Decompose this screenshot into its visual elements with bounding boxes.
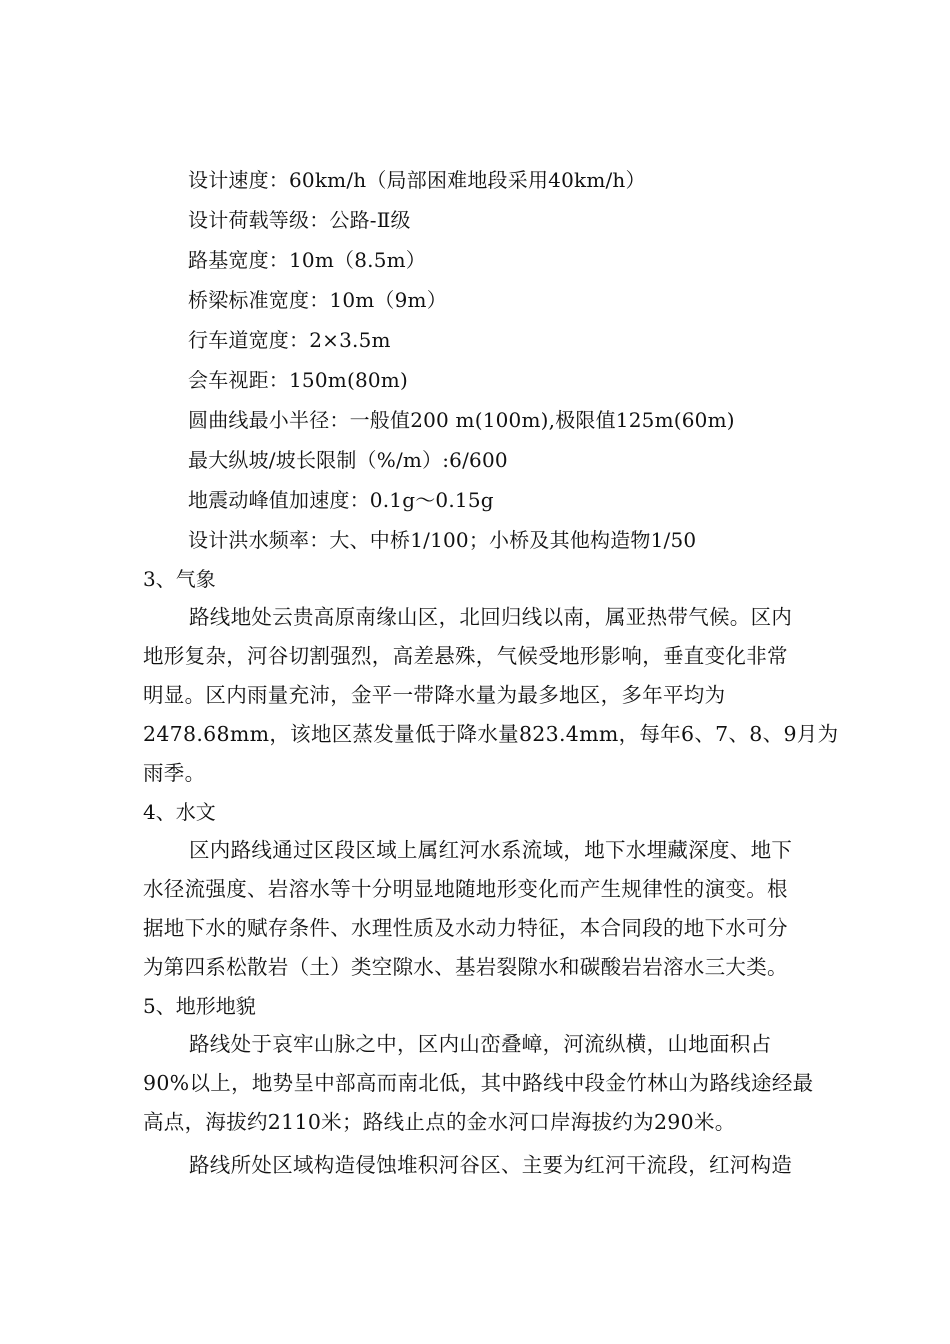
paragraph-line: 区内路线通过区段区域上属红河水系流域，地下水埋藏深度、地下	[189, 838, 793, 862]
section-heading-terrain: 5、地形地貌	[143, 994, 256, 1018]
spec-lane-width: 行车道宽度：2×3.5m	[188, 328, 391, 352]
paragraph-line: 90%以上，地势呈中部高而南北低，其中路线中段金竹林山为路线途经最	[143, 1071, 814, 1095]
paragraph-line: 2478.68mm，该地区蒸发量低于降水量823.4mm，每年6、7、8、9月为	[143, 722, 839, 746]
spec-seismic-acceleration: 地震动峰值加速度：0.1g～0.15g	[188, 488, 494, 512]
paragraph-line: 雨季。	[143, 761, 206, 785]
design-spec-list	[188, 160, 888, 560]
spec-subgrade-width: 路基宽度：10m（8.5m）	[188, 248, 426, 272]
paragraph-line: 据地下水的赋存条件、水理性质及水动力特征，本合同段的地下水可分	[143, 916, 788, 940]
paragraph-line: 路线所处区域构造侵蚀堆积河谷区、主要为红河干流段，红河构造	[189, 1153, 793, 1177]
spec-sight-distance: 会车视距：150m(80m)	[188, 368, 408, 392]
paragraph-line: 高点，海拔约2110米；路线止点的金水河口岸海拔约为290米。	[143, 1110, 736, 1134]
paragraph-line: 明显。区内雨量充沛，金平一带降水量为最多地区，多年平均为	[143, 683, 726, 707]
spec-curve-radius: 圆曲线最小半径：一般值200 m(100m),极限值125m(60m)	[188, 408, 735, 432]
paragraph-line: 水径流强度、岩溶水等十分明显地随地形变化而产生规律性的演变。根	[143, 877, 788, 901]
paragraph-line: 为第四系松散岩（土）类空隙水、基岩裂隙水和碳酸岩岩溶水三大类。	[143, 955, 788, 979]
section-heading-climate: 3、气象	[143, 567, 216, 591]
terrain-paragraph-1	[143, 1025, 863, 1142]
spec-design-speed: 设计速度：60km/h（局部困难地段采用40km/h）	[188, 168, 646, 192]
climate-paragraph	[143, 598, 863, 793]
spec-bridge-width: 桥梁标准宽度：10m（9m）	[188, 288, 447, 312]
document-body	[143, 560, 863, 1185]
hydrology-paragraph	[143, 831, 863, 987]
spec-max-grade: 最大纵坡/坡长限制（%/m）:6/600	[188, 448, 508, 472]
spec-flood-frequency: 设计洪水频率：大、中桥1/100；小桥及其他构造物1/50	[188, 528, 697, 552]
paragraph-line: 路线处于哀牢山脉之中，区内山峦叠嶂，河流纵横，山地面积占	[189, 1032, 772, 1056]
paragraph-line: 路线地处云贵高原南缘山区，北回归线以南，属亚热带气候。区内	[189, 605, 793, 629]
paragraph-line: 地形复杂，河谷切割强烈，高差悬殊，气候受地形影响，垂直变化非常	[143, 644, 788, 668]
terrain-paragraph-2	[143, 1146, 863, 1185]
spec-load-grade: 设计荷载等级：公路-Ⅱ级	[188, 208, 411, 232]
section-heading-hydrology: 4、水文	[143, 800, 216, 824]
